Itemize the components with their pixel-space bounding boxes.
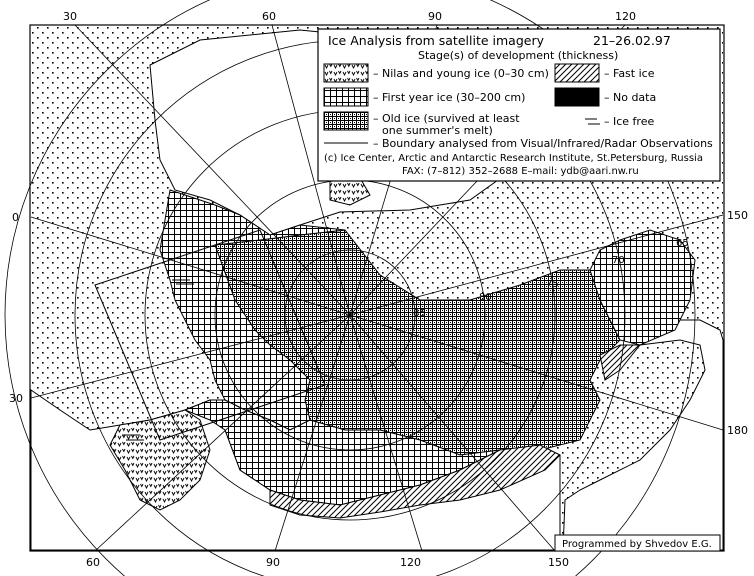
legend-label-fast-ice: – Fast ice	[604, 67, 655, 80]
legend-label-nilas: – Nilas and young ice (0–30 cm)	[373, 67, 549, 80]
legend-label-old-ice-2: one summer's melt)	[382, 124, 493, 137]
legend-credit-line2: FAX: (7–812) 352–2688 E–mail: ydb@aari.nw.ru	[402, 166, 639, 177]
lat-label-85: 85	[413, 308, 426, 319]
lat-label-80: 80	[479, 292, 492, 303]
lon-bottom-150: 150	[548, 556, 569, 569]
swatch-old-ice	[324, 112, 368, 130]
swatch-fast-ice	[555, 64, 599, 82]
swatch-nilas	[324, 64, 368, 82]
swatch-no-data	[555, 88, 599, 106]
legend-label-old-ice-1: – Old ice (survived at least	[373, 112, 520, 125]
lon-top-30: 30	[63, 10, 77, 23]
lon-top-90: 90	[428, 10, 442, 23]
lat-label-70: 70	[612, 255, 625, 266]
lon-bottom-60: 60	[86, 556, 100, 569]
lon-top-120: 120	[615, 10, 636, 23]
legend-label-no-data: – No data	[604, 91, 657, 104]
lon-top-60: 60	[262, 10, 276, 23]
lon-right-180: 180	[727, 424, 748, 437]
lat-label-75: 75	[546, 279, 559, 290]
lon-right-150: 150	[727, 209, 748, 222]
lon-left-0: 0	[12, 211, 19, 224]
legend-label-ice-free: – Ice free	[604, 115, 655, 128]
lat-label-65: 65	[676, 238, 689, 249]
swatch-first-year	[324, 88, 368, 106]
legend-date: 21–26.02.97	[593, 33, 671, 48]
legend-label-boundary: – Boundary analysed from Visual/Infrared/Radar Observations	[373, 137, 713, 150]
lon-bottom-120: 120	[400, 556, 421, 569]
legend	[318, 29, 720, 181]
lon-bottom-90: 90	[266, 556, 280, 569]
legend-label-first-year: – First year ice (30–200 cm)	[373, 91, 526, 104]
legend-subtitle: Stage(s) of development (thickness)	[418, 49, 619, 62]
programmer-credit: Programmed by Shvedov E.G.	[562, 539, 712, 550]
legend-title: Ice Analysis from satellite imagery	[328, 33, 544, 48]
lon-left-30: 30	[9, 392, 23, 405]
legend-credit-line1: (c) Ice Center, Arctic and Antarctic Research Institute, St.Petersburg, Russia	[324, 153, 703, 164]
